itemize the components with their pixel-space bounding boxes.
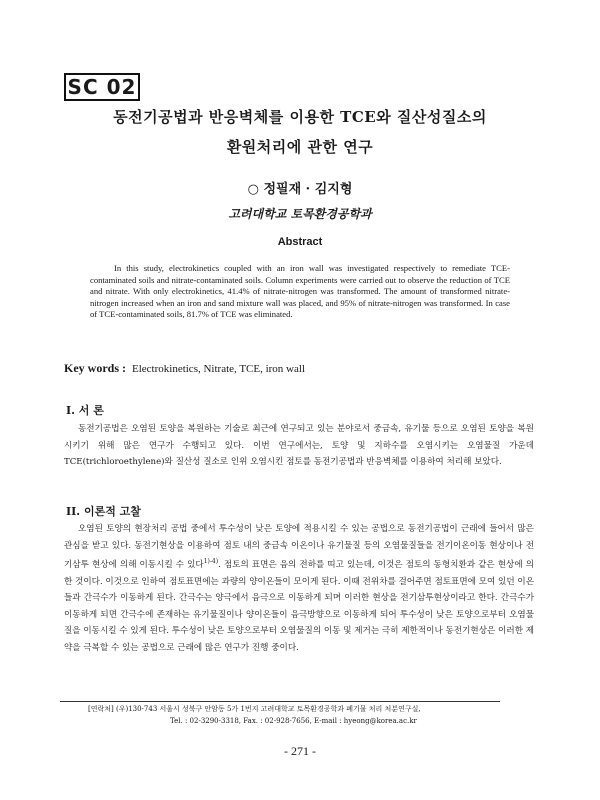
citation-ref: 1)-4) [203, 558, 219, 566]
authors: ○ 정필재 · 김지형 [247, 182, 353, 197]
footer-contact: [연락처] (우)130-743 서울시 성북구 안암동 5가 1번지 고려대학교 토목환경공학과 폐기물 처리 처분연구실, [88, 705, 421, 713]
keywords-text: Electrokinetics, Nitrate, TCE, iron wall [132, 363, 305, 375]
keywords-label: Key words : [64, 361, 126, 375]
section2-paragraph [64, 521, 534, 657]
session-code: SC 02 [64, 73, 140, 101]
page-number: - 271 - [284, 744, 316, 758]
paper-title-line1: 동전기공법과 반응벽체를 이용한 TCE와 질산성질소의 [113, 108, 487, 126]
abstract-heading: Abstract [277, 236, 323, 248]
affiliation: 고려대학교 토목환경공학과 [228, 207, 372, 221]
footer-phone: Tel. : 02-3290-3318, Fax. : 02-928-7656, E-mail : hyeong@korea.ac.kr [170, 717, 417, 725]
footnote-divider [60, 701, 500, 702]
paper-title-line2: 환원처리에 관한 연구 [226, 138, 374, 156]
keywords [64, 361, 534, 376]
section2-text-b: . 점토의 표면은 음의 전하를 띠고 있는데, 이것은 점토의 동형치환과 같은 현상에 의한 것이다. 이것으로 인하여 점토표면에는 과량의 양이온들이 모이게 된다. 이때 전위차를 걸어주면 점토표면에 모여 있던 이온들과 간극수가 이동하게 된다. 간극수는 양극에서 음극으로 이동하게 되며 이러한 현상을 전기삼투현상이라고 한다. 간극수가 이동하게 되면 간극수에 존재하는 유기물질이나 양이온들이 음극방향으로 이동하게 되어 투수성이 낮은 토양으로부터 오염물질을 이동시킬 수 있게 된다. 투수성이 낮은 토양으로부터 오염물질의 이동 및 제거는 극히 제한적이나 동전기현상은 이러한 제약을 극복할 수 있는 공법으로 근래에 많은 연구가 진행 중이다. [64, 560, 534, 654]
section2-heading: II. 이론적 고찰 [66, 505, 141, 518]
abstract-text: In this study, electrokinetics coupled with an iron wall was investigated respectively to remediate TCE-contaminated soils and nitrate-contaminated soils. Column experiments were carried out to observe the reduction of TCE and nitrate. With only electrokinetics, 41.4% of nitrate-nitrogen was transformed. The amount of transformed nitrate-nitrogen increased when an iron and sand mixture wall was placed, and 95% of nitrate-nitrogen was transformed. In case of TCE-contaminated soils, 81.7% of TCE was eliminated. [90, 263, 510, 319]
section1-paragraph: 동전기공법은 오염된 토양을 복원하는 기술로 최근에 연구되고 있는 분야로서 중금속, 유기물 등으로 오염된 토양을 복원시키기 위해 많은 연구가 수행되고 있다. 이번 연구에서는, 토양 및 지하수를 오염시키는 오염물질 가운데 TCE(trichloroethylene)와 질산성 질소로 인위 오염시킨 점토를 동전기공법과 반응벽체를 이용하여 처리해 보았다. [64, 424, 534, 468]
section2-text-a: 오염된 토양의 현장처리 공법 중에서 투수성이 낮은 토양에 적용시킬 수 있는 공법으로 동전기공법이 근래에 들어서 많은 관심을 받고 있다. 동전기현상을 이용하여 점토 내의 중금속 이온이나 유기물질 등의 오염물질들을 전기이온이동 현상이나 전기삼투 현상에 의해 이동시킬 수 있다 [64, 524, 534, 571]
section1-heading: I. 서 론 [66, 404, 104, 417]
